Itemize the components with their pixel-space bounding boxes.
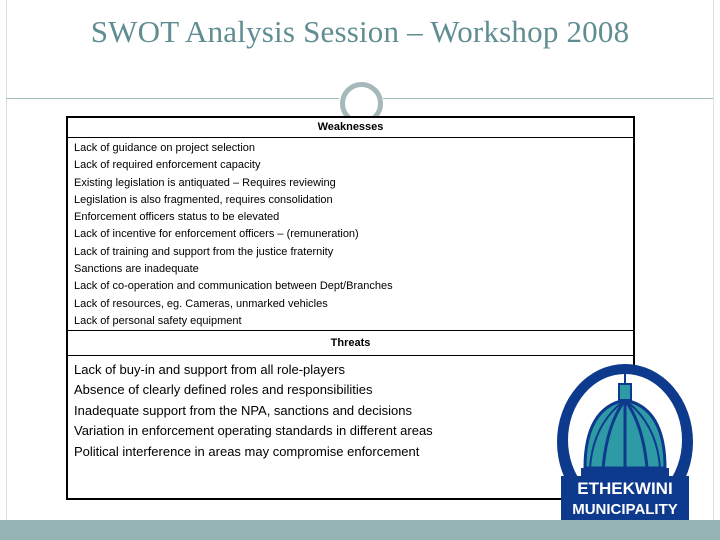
threat-item: Political interference in areas may compromise enforcement (74, 443, 420, 459)
weakness-item: Lack of personal safety equipment (74, 314, 242, 327)
threat-item: Variation in enforcement operating standards in different areas (74, 423, 433, 439)
ethekwini-municipality-logo (557, 364, 693, 520)
threats-heading: Threats (330, 337, 371, 349)
footer-bar (0, 520, 720, 540)
weaknesses-list (74, 140, 629, 330)
weakness-item: Lack of co-operation and communication between Dept/Branches (74, 280, 393, 293)
title-divider-left (6, 98, 339, 99)
threat-item: Absence of clearly defined roles and responsibilities (74, 382, 373, 398)
weakness-item: Existing legislation is antiquated – Requires reviewing (74, 176, 336, 189)
weakness-item: Sanctions are inadequate (74, 263, 199, 276)
weakness-item: Lack of required enforcement capacity (74, 159, 261, 172)
threats-list (74, 360, 629, 462)
weakness-item: Lack of resources, eg. Cameras, unmarked vehicles (74, 297, 328, 310)
left-border-line (6, 0, 7, 520)
weakness-item: Lack of guidance on project selection (74, 142, 256, 154)
slide-title: SWOT Analysis Session – Workshop 2008 (90, 14, 630, 49)
threat-item: Lack of buy-in and support from all role-players (74, 362, 345, 377)
weakness-item: Lack of incentive for enforcement officers – (remuneration) (74, 228, 359, 241)
weakness-item: Lack of training and support from the justice fraternity (74, 245, 334, 258)
swot-table (66, 116, 635, 500)
threat-item: Inadequate support from the NPA, sanctions and decisions (74, 402, 412, 418)
threats-heading-row (68, 330, 633, 356)
right-border-line (713, 0, 714, 520)
weaknesses-heading: Weaknesses (68, 118, 633, 138)
title-divider-right (383, 98, 713, 99)
logo-text-ethekwini: ETHEKWINI (577, 479, 673, 498)
weakness-item: Legislation is also fragmented, requires consolidation (74, 193, 333, 206)
logo-text-municipality: MUNICIPALITY (572, 501, 678, 518)
municipality-dome-logo-icon (557, 364, 693, 520)
weakness-item: Enforcement officers status to be elevated (74, 211, 280, 224)
